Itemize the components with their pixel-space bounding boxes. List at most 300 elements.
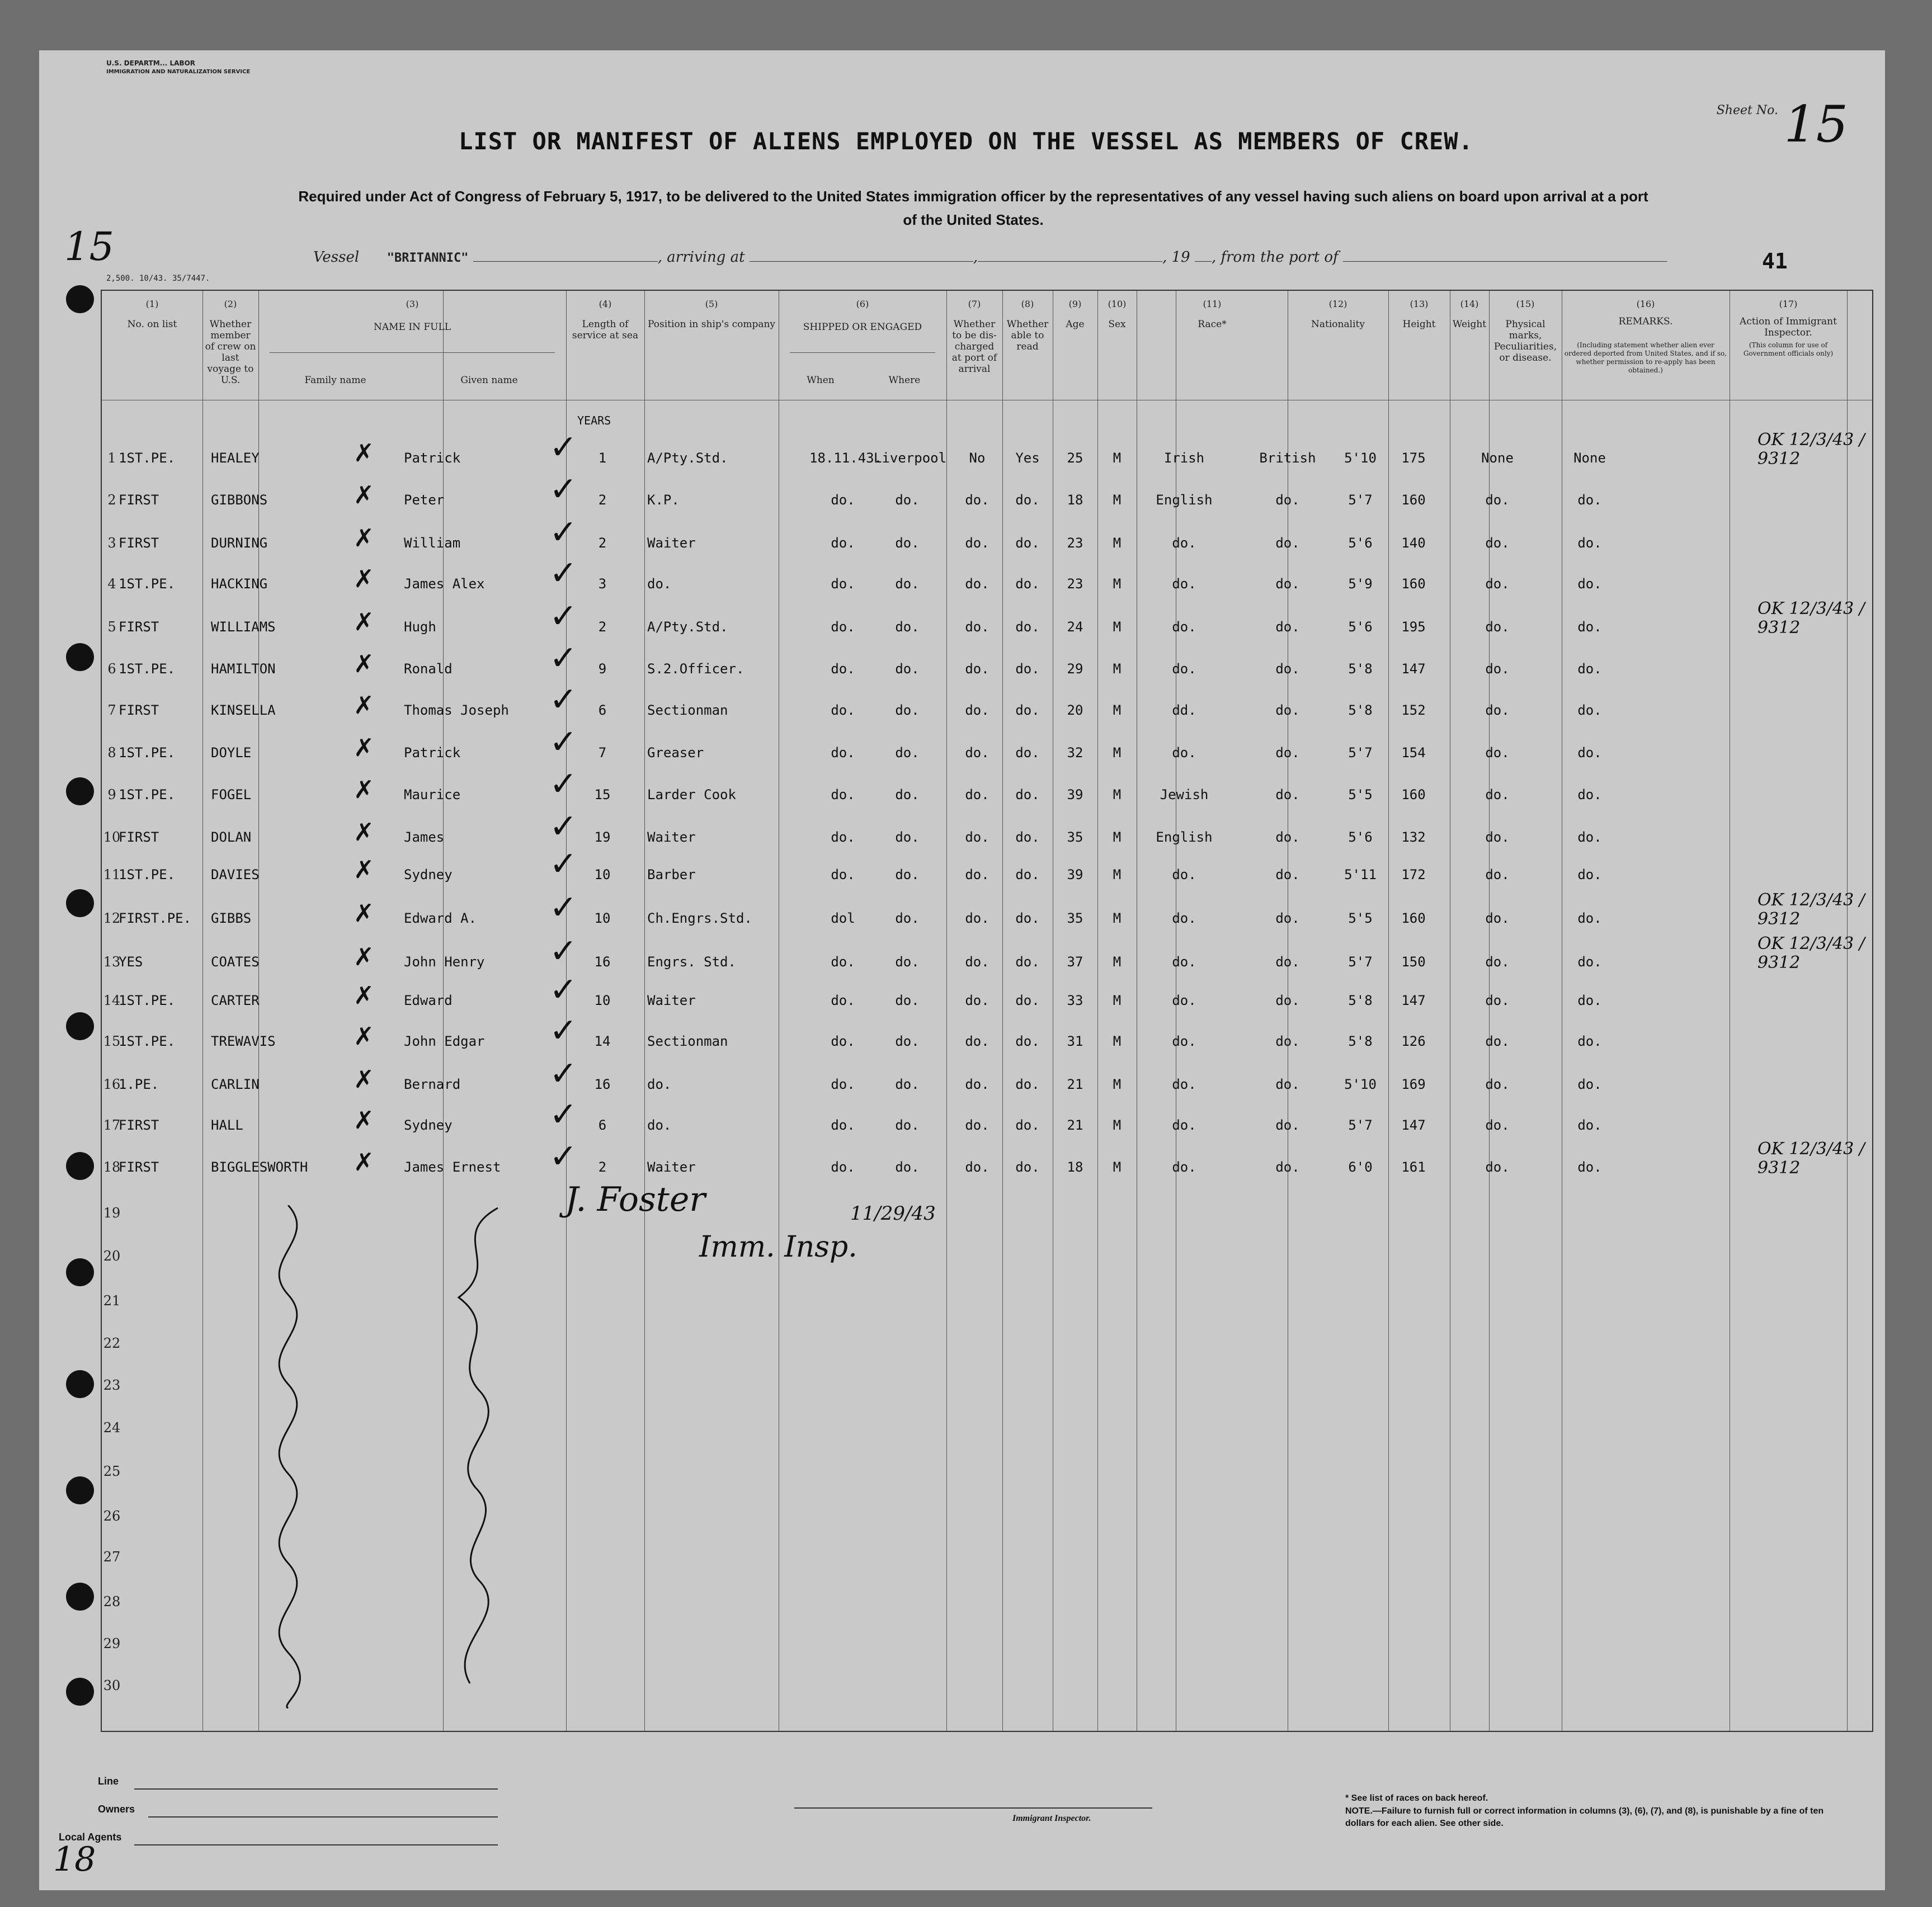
column-header: REMARKS. [1618,316,1673,327]
service-name: IMMIGRATION AND NATURALIZATION SERVICE [106,69,251,75]
list-number: 41 [1762,249,1788,273]
cell-height: 5'8 [1348,993,1373,1008]
column-header: Sex [1108,319,1126,330]
row-number: 1 [107,450,116,466]
cell-marks: do. [1485,1117,1510,1133]
column-number: (11) [1203,299,1222,309]
cell-given: Sydney [404,867,453,882]
cell-voyage: FIRST [119,1159,159,1175]
cell-position: do. [647,1077,672,1092]
cell-given: Sydney [404,1117,453,1133]
check-mark: ✓ [549,807,578,846]
cell-remarks: do. [1577,576,1602,592]
binder-hole [66,1258,94,1286]
check-mark: ✓ [549,554,578,593]
cell-position: do. [647,576,672,592]
cell-weight: 175 [1401,450,1426,466]
cell-read: do. [1015,787,1040,803]
cell-race: Jewish [1160,787,1209,803]
cell-weight: 132 [1401,829,1426,845]
column-header: Position in ship's company [647,319,776,330]
cell-remarks: do. [1577,787,1602,803]
cell-read: do. [1015,619,1040,635]
cell-age: 23 [1067,535,1083,551]
check-x-mark: ✗ [354,608,374,636]
cell-family: GIBBONS [211,492,268,508]
page-subtitle: Required under Act of Congress of February 5, 1917, to be delivered to the United States immigration officer by the representatives of any vessel having such aliens on board upon arrival at a port of the United States. [298,188,1648,228]
check-mark: ✓ [549,1095,578,1134]
column-rule [1847,291,1848,1731]
cell-marks: do. [1485,702,1510,718]
check-x-mark: ✗ [354,1022,374,1051]
cell-voyage: FIRST.PE. [119,910,192,926]
cell-sex: M [1113,661,1121,677]
check-mark: ✓ [549,1137,578,1176]
cell-discharged: do. [965,702,989,718]
cell-discharged: do. [965,910,989,926]
cell-marks: do. [1485,576,1510,592]
column-subheader: When [807,375,835,386]
binder-hole [66,643,94,671]
cell-discharged: do. [965,1033,989,1049]
cell-service: 2 [598,535,607,551]
row-number: 2 [107,492,116,508]
cell-height: 5'6 [1348,535,1373,551]
cell-voyage: 1ST.PE. [119,745,176,761]
column-header: Length of service at sea [572,319,639,341]
vessel-label: Vessel [313,249,360,266]
cell-given: Ronald [404,661,453,677]
check-x-mark: ✗ [354,856,374,884]
cell-when: do. [831,492,855,508]
cell-given: John Henry [404,954,485,970]
cell-height: 5'6 [1348,829,1373,845]
cell-sex: M [1113,535,1121,551]
cell-age: 18 [1067,492,1083,508]
cell-read: do. [1015,745,1040,761]
cell-nationality: do. [1275,576,1300,592]
cell-service: 3 [598,576,607,592]
cell-family: DOYLE [211,745,252,761]
column-number: (12) [1328,299,1347,309]
check-mark: ✓ [549,428,578,467]
cell-race: Irish [1163,450,1205,466]
row-number: 26 [103,1508,121,1524]
cell-where: do. [895,619,920,635]
cell-read: do. [1015,993,1040,1008]
cell-marks: do. [1485,829,1510,845]
cell-height: 5'5 [1348,910,1373,926]
row-number: 27 [103,1549,121,1565]
cell-remarks: None [1573,450,1606,466]
cell-position: Barber [647,867,696,882]
cell-voyage: FIRST [119,829,159,845]
signature-title: Imm. Insp. [699,1230,857,1264]
binder-hole [66,285,94,313]
cell-voyage: 1.PE. [119,1077,159,1092]
cell-position: Waiter [647,535,696,551]
cell-nationality: do. [1275,954,1300,970]
page-title: LIST OR MANIFEST OF ALIENS EMPLOYED ON THE VESSEL AS MEMBERS OF CREW. [459,128,1473,155]
cell-sex: M [1113,702,1121,718]
column-number: (15) [1516,299,1535,309]
cell-race: do. [1172,745,1196,761]
column-number: (8) [1021,299,1034,309]
cell-service: 10 [594,910,611,926]
cell-position: Ch.Engrs.Std. [647,910,752,926]
cell-service: 10 [594,993,611,1008]
races-footnote: * See list of races on back hereof. [1345,1793,1488,1803]
cell-given: John Edgar [404,1033,485,1049]
cell-read: do. [1015,535,1040,551]
cell-where: do. [895,661,920,677]
cell-voyage: FIRST [119,619,159,635]
cell-position: Waiter [647,1159,696,1175]
cell-service: 10 [594,867,611,882]
cell-given: James [404,829,445,845]
unused-rows-squiggle-family [246,1205,330,1708]
cell-position: Larder Cook [647,787,736,803]
cell-age: 21 [1067,1117,1083,1133]
column-subheader: Where [888,375,921,386]
margin-note-bottom: 18 [53,1840,96,1879]
cell-where: do. [895,910,920,926]
row-number: 18 [103,1159,121,1175]
cell-voyage: 1ST.PE. [119,867,176,882]
cell-nationality: do. [1275,1077,1300,1092]
cell-discharged: do. [965,954,989,970]
cell-discharged: do. [965,993,989,1008]
column-number: (6) [856,299,869,309]
cell-given: Thomas Joseph [404,702,509,718]
binder-hole [66,777,94,805]
cell-weight: 160 [1401,576,1426,592]
cell-where: do. [895,787,920,803]
column-header: Whether member of crew on last voyage to U.S. [205,319,256,386]
cell-service: 14 [594,1033,611,1049]
binder-hole [66,1583,94,1611]
cell-where: do. [895,829,920,845]
agents-field-rule [134,1844,498,1845]
cell-marks: do. [1485,1159,1510,1175]
cell-age: 24 [1067,619,1083,635]
cell-when: do. [831,1077,855,1092]
inspector-action-note: OK 12/3/43 / 9312 [1757,934,1865,973]
cell-discharged: do. [965,1159,989,1175]
cell-voyage: 1ST.PE. [119,787,176,803]
cell-race: do. [1172,954,1196,970]
cell-service: 9 [598,661,607,677]
cell-age: 25 [1067,450,1083,466]
cell-height: 5'11 [1344,867,1377,882]
cell-family: WILLIAMS [211,619,276,635]
cell-when: do. [831,661,855,677]
cell-nationality: British [1259,450,1316,466]
cell-when: do. [831,993,855,1008]
row-number: 22 [103,1335,121,1351]
row-number: 24 [103,1420,121,1436]
check-x-mark: ✗ [354,481,374,509]
cell-voyage: FIRST [119,492,159,508]
cell-voyage: FIRST [119,1117,159,1133]
cell-position: A/Pty.Std. [647,450,728,466]
cell-given: Edward A. [404,910,477,926]
row-number: 29 [103,1636,121,1651]
check-mark: ✓ [549,932,578,971]
cell-when: do. [831,535,855,551]
check-x-mark: ✗ [354,691,374,720]
cell-read: do. [1015,910,1040,926]
check-mark: ✓ [549,470,578,509]
cell-voyage: 1ST.PE. [119,993,176,1008]
cell-nationality: do. [1275,993,1300,1008]
cell-where: Liverpool [874,450,947,466]
cell-service: 2 [598,619,607,635]
cell-sex: M [1113,492,1121,508]
cell-height: 5'8 [1348,702,1373,718]
column-number: (3) [406,299,419,309]
cell-read: do. [1015,1159,1040,1175]
cell-weight: 169 [1401,1077,1426,1092]
cell-remarks: do. [1577,619,1602,635]
cell-when: 18.11.43. [809,450,883,466]
cell-remarks: do. [1577,535,1602,551]
from-port-label: , from the port of [1211,249,1339,266]
cell-remarks: do. [1577,492,1602,508]
row-number: 11 [103,867,121,882]
check-x-mark: ✗ [354,734,374,762]
cell-nationality: do. [1275,829,1300,845]
check-x-mark: ✗ [354,943,374,971]
cell-height: 5'7 [1348,492,1373,508]
binder-hole [66,1370,94,1398]
cell-nationality: do. [1275,745,1300,761]
cell-where: do. [895,1077,920,1092]
cell-weight: 160 [1401,492,1426,508]
column-number: (4) [599,299,612,309]
cell-weight: 152 [1401,702,1426,718]
cell-service: 6 [598,1117,607,1133]
column-header: Race* [1198,319,1227,330]
cell-sex: M [1113,619,1121,635]
cell-race: do. [1172,1077,1196,1092]
row-number: 12 [103,910,121,926]
cell-nationality: do. [1275,661,1300,677]
cell-given: Hugh [404,619,436,635]
cell-when: do. [831,702,855,718]
inspector-rule [794,1807,1152,1809]
check-mark: ✓ [549,1054,578,1093]
cell-sex: M [1113,450,1121,466]
cell-read: do. [1015,661,1040,677]
cell-marks: do. [1485,745,1510,761]
row-number: 3 [107,535,116,551]
local-agents-label: Local Agents [59,1832,122,1843]
column-header: Nationality [1311,319,1365,330]
cell-family: TREWAVIS [211,1033,276,1049]
cell-race: do. [1172,1033,1196,1049]
years-label: YEARS [577,414,611,427]
cell-where: do. [895,1033,920,1049]
line-label: Line [98,1776,119,1787]
check-x-mark: ✗ [354,565,374,593]
cell-read: do. [1015,954,1040,970]
cell-given: James Ernest [404,1159,501,1175]
cell-read: Yes [1015,450,1040,466]
cell-marks: do. [1485,993,1510,1008]
cell-where: do. [895,745,920,761]
cell-service: 2 [598,492,607,508]
cell-remarks: do. [1577,954,1602,970]
cell-weight: 160 [1401,910,1426,926]
cell-given: Edward [404,993,453,1008]
cell-voyage: YES [119,954,143,970]
cell-given: Patrick [404,450,461,466]
cell-position: K.P. [647,492,680,508]
cell-discharged: do. [965,745,989,761]
manifest-table [101,290,1873,1732]
binder-hole [66,889,94,917]
cell-age: 35 [1067,910,1083,926]
cell-family: DOLAN [211,829,252,845]
row-number: 7 [107,702,116,718]
cell-when: do. [831,867,855,882]
cell-weight: 126 [1401,1033,1426,1049]
cell-height: 6'0 [1348,1159,1373,1175]
cell-marks: do. [1485,910,1510,926]
owners-label: Owners [98,1804,135,1815]
cell-service: 15 [594,787,611,803]
check-x-mark: ✗ [354,439,374,468]
cell-weight: 172 [1401,867,1426,882]
cell-where: do. [895,954,920,970]
cell-sex: M [1113,745,1121,761]
department-name: U.S. DEPARTM... LABOR [106,59,196,67]
inspector-action-note: OK 12/3/43 / 9312 [1757,430,1865,469]
cell-read: do. [1015,1033,1040,1049]
cell-sex: M [1113,910,1121,926]
cell-race: English [1156,492,1213,508]
column-subheader: Given name [460,375,518,386]
owners-field-rule [148,1816,498,1818]
cell-sex: M [1113,1117,1121,1133]
vessel-name: "BRITANNIC" [387,251,469,265]
cell-discharged: do. [965,661,989,677]
column-number: (13) [1410,299,1429,309]
column-rule [202,291,203,1731]
cell-age: 31 [1067,1033,1083,1049]
column-header: Physical marks, Peculiarities, or disease. [1493,319,1557,364]
column-number: (16) [1636,299,1655,309]
cell-where: do. [895,1117,920,1133]
column-header: Action of Immigrant Inspector. [1740,316,1837,338]
cell-service: 16 [594,1077,611,1092]
arriving-label: , arriving at [657,249,745,266]
cell-nationality: do. [1275,787,1300,803]
cell-position: Greaser [647,745,704,761]
column-number: (7) [968,299,981,309]
cell-position: Sectionman [647,1033,728,1049]
cell-height: 5'8 [1348,1033,1373,1049]
check-x-mark: ✗ [354,776,374,804]
sheet-number: 15 [1784,95,1848,154]
check-mark: ✓ [549,680,578,719]
cell-remarks: do. [1577,910,1602,926]
row-number: 6 [107,661,116,677]
cell-service: 2 [598,1159,607,1175]
cell-remarks: do. [1577,661,1602,677]
cell-when: dol [831,910,855,926]
cell-given: William [404,535,461,551]
check-x-mark: ✗ [354,1065,374,1094]
signature-date: 11/29/43 [850,1202,936,1225]
cell-nationality: do. [1275,1159,1300,1175]
cell-nationality: do. [1275,619,1300,635]
cell-sex: M [1113,576,1121,592]
check-mark: ✓ [549,597,578,636]
column-header: Height [1402,319,1436,330]
cell-family: CARLIN [211,1077,260,1092]
cell-given: James Alex [404,576,485,592]
cell-service: 6 [598,702,607,718]
column-rule [644,291,645,1731]
cell-where: do. [895,576,920,592]
cell-given: Peter [404,492,445,508]
cell-family: DAVIES [211,867,260,882]
inspector-action-note: OK 12/3/43 / 9312 [1757,890,1865,929]
cell-height: 5'9 [1348,576,1373,592]
cell-sex: M [1113,954,1121,970]
check-x-mark: ✗ [354,899,374,928]
cell-race: English [1156,829,1213,845]
cell-position: Waiter [647,993,696,1008]
binder-hole [66,1152,94,1180]
check-mark: ✓ [549,639,578,678]
cell-voyage: 1ST.PE. [119,1033,176,1049]
cell-read: do. [1015,867,1040,882]
inspector-signature: J. Foster [565,1180,706,1219]
cell-height: 5'5 [1348,787,1373,803]
cell-voyage: 1ST.PE. [119,450,176,466]
cell-sex: M [1113,1033,1121,1049]
inspector-action-note: OK 12/3/43 / 9312 [1757,599,1865,638]
cell-sex: M [1113,829,1121,845]
column-number: (10) [1108,299,1127,309]
cell-where: do. [895,867,920,882]
cell-sex: M [1113,993,1121,1008]
cell-when: do. [831,576,855,592]
cell-voyage: FIRST [119,535,159,551]
binder-hole [66,1678,94,1706]
cell-marks: do. [1485,867,1510,882]
cell-race: do. [1172,993,1196,1008]
cell-weight: 140 [1401,535,1426,551]
cell-race: do. [1172,1117,1196,1133]
cell-age: 23 [1067,576,1083,592]
cell-remarks: do. [1577,1159,1602,1175]
cell-when: do. [831,829,855,845]
cell-discharged: No [969,450,986,466]
cell-service: 7 [598,745,607,761]
form-code: 2,500. 10/43. 35/7447. [106,274,210,283]
row-number: 5 [107,619,116,635]
cell-where: do. [895,1159,920,1175]
row-number: 20 [103,1248,121,1264]
inspector-label: Immigrant Inspector. [1012,1814,1091,1823]
binder-hole [66,1012,94,1040]
cell-age: 39 [1067,787,1083,803]
cell-age: 39 [1067,867,1083,882]
